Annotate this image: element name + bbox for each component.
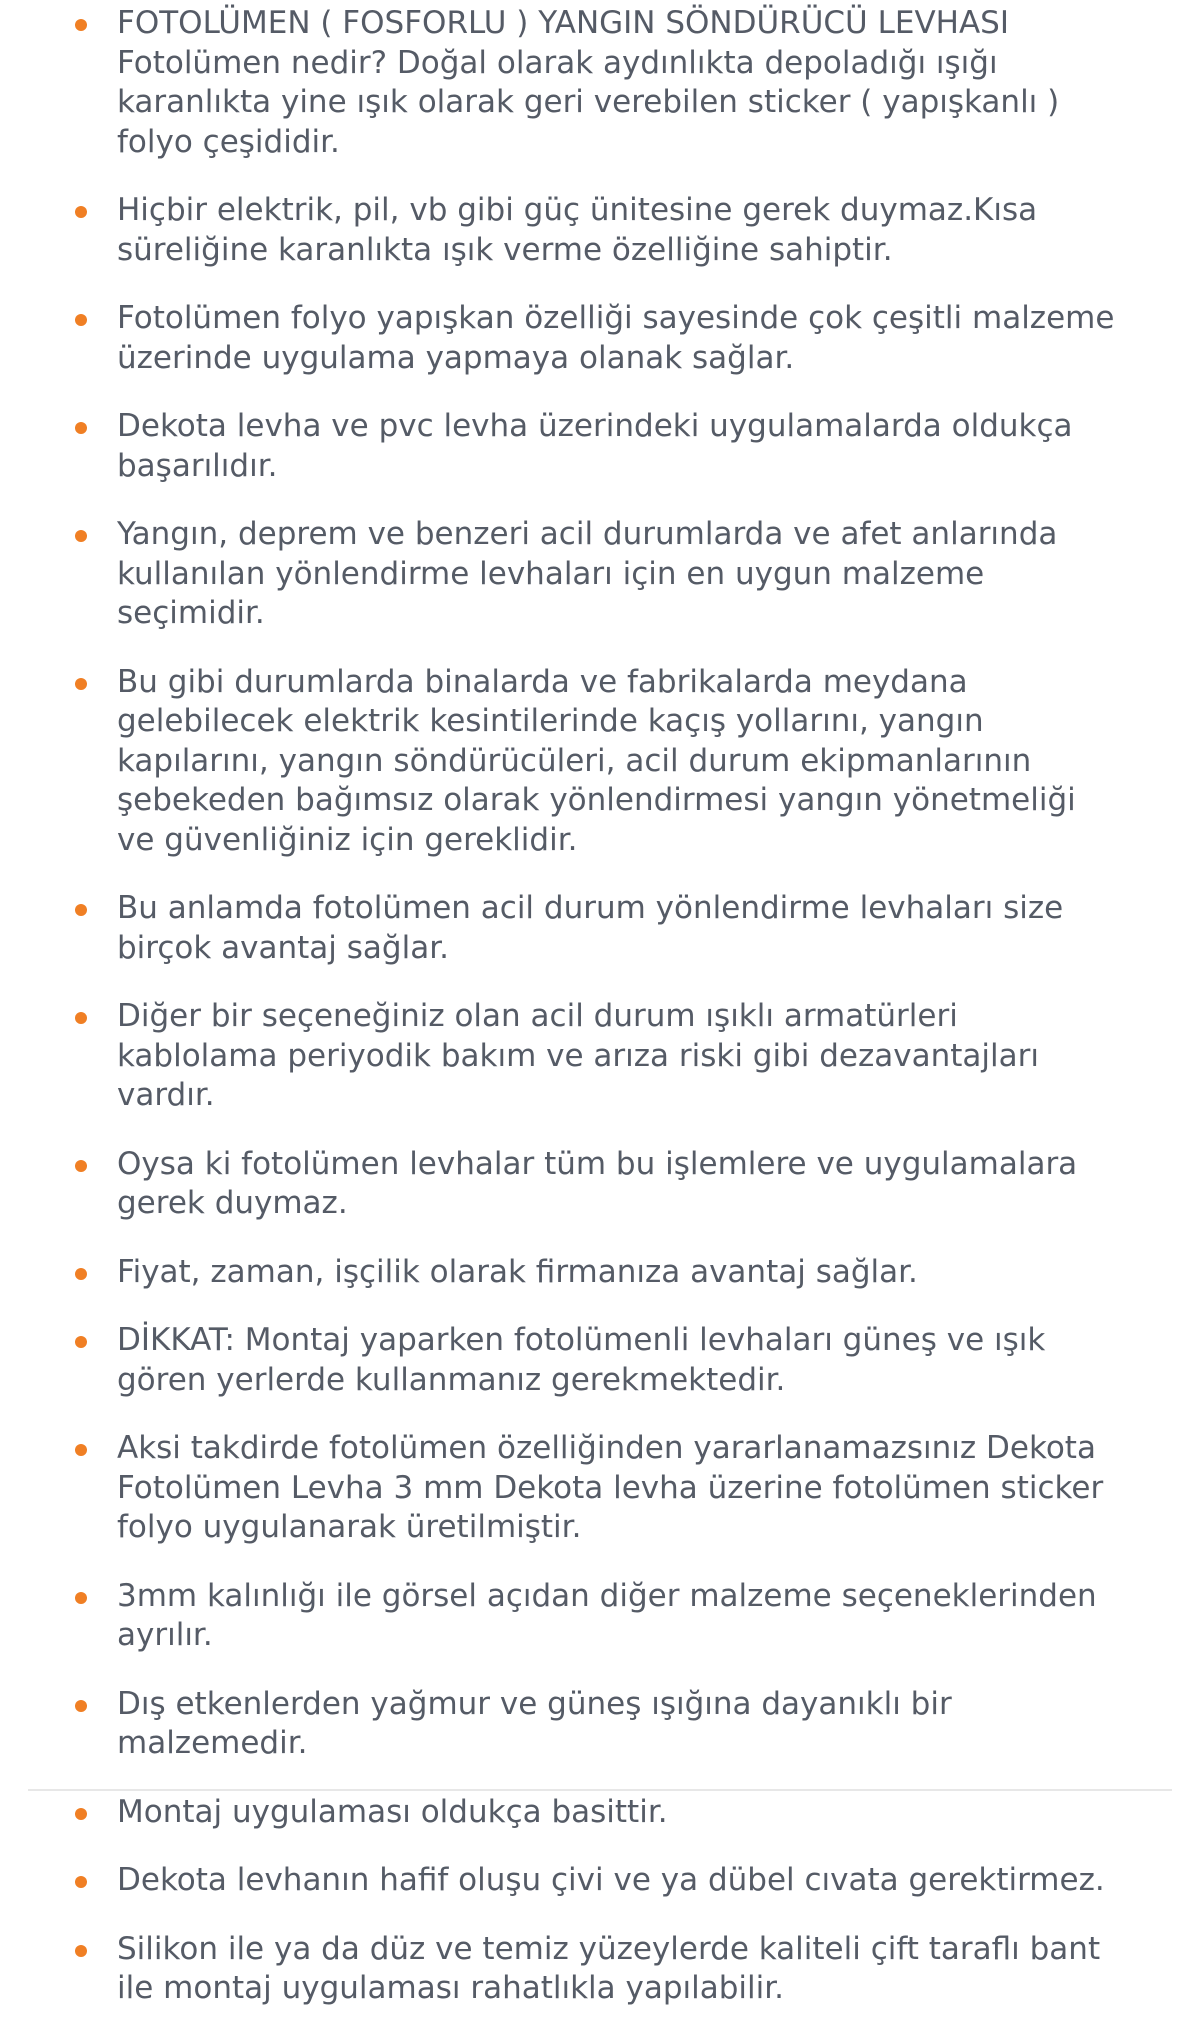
feature-item — [117, 663, 1117, 861]
feature-text: Aksi takdirde fotolümen özelliğinden yararlanamazsınız Dekota Fotolümen Levha 3 mm Dekota levha üzerine fotolümen sticker folyo uygulanarak üretilmiştir. — [117, 1430, 1104, 1545]
feature-item — [117, 407, 1117, 486]
feature-text: 3mm kalınlığı ile görsel açıdan diğer malzeme seçeneklerinden ayrılır. — [117, 1577, 1097, 1653]
feature-text: Fiyat, zaman, işçilik olarak firmanıza avantaj sağlar. — [117, 1253, 918, 1290]
bullet-dot-icon — [75, 678, 87, 690]
bullet-dot-icon — [75, 19, 87, 31]
feature-text: Oysa ki fotolümen levhalar tüm bu işlemlere ve uygulamalara gerek duymaz. — [117, 1145, 1078, 1221]
bullet-dot-icon — [75, 904, 87, 916]
bullet-dot-icon — [75, 206, 87, 218]
bullet-dot-icon — [75, 530, 87, 542]
bullet-dot-icon — [75, 314, 87, 326]
feature-item — [117, 1930, 1117, 2009]
feature-item — [117, 1145, 1117, 1224]
feature-text: Diğer bir seçeneğiniz olan acil durum ışıklı armatürleri kablolama periyodik bakım ve arıza riski gibi dezavantajları vardır. — [117, 998, 1039, 1113]
feature-item — [117, 1577, 1117, 1656]
feature-text: Bu gibi durumlarda binalarda ve fabrikalarda meydana gelebilecek elektrik kesintilerinde kaçış yollarını, yangın kapılarını, yangın söndürücüleri, acil durum ekipmanlarının şebekeden bağımsız olarak yönlendirmesi yangın yönetmeliği ve güvenliğiniz için gereklidir. — [117, 663, 1076, 858]
bullet-dot-icon — [75, 1876, 87, 1888]
feature-item — [117, 299, 1117, 378]
feature-text: Dış etkenlerden yağmur ve güneş ışığına dayanıklı bir malzemedir. — [117, 1685, 952, 1761]
bullet-dot-icon — [75, 1592, 87, 1604]
feature-item — [117, 997, 1117, 1116]
feature-text: Yangın, deprem ve benzeri acil durumlarda ve afet anlarında kullanılan yönlendirme levhaları için en uygun malzeme seçimidir. — [117, 516, 1058, 631]
feature-item — [117, 4, 1117, 162]
feature-item — [117, 889, 1117, 968]
feature-item — [117, 1321, 1117, 1400]
feature-item — [117, 1861, 1117, 1901]
feature-item — [117, 1793, 1117, 1833]
feature-text: Hiçbir elektrik, pil, vb gibi güç ünitesine gerek duymaz.Kısa süreliğine karanlıkta ışık verme özelliğine sahiptir. — [117, 192, 1038, 268]
feature-text: Dekota levha ve pvc levha üzerindeki uygulamalarda oldukça başarılıdır. — [117, 408, 1073, 484]
bullet-dot-icon — [75, 1700, 87, 1712]
bullet-dot-icon — [75, 1160, 87, 1172]
feature-list — [0, 4, 1200, 2009]
bullet-dot-icon — [75, 1808, 87, 1820]
feature-text: Silikon ile ya da düz ve temiz yüzeylerde kaliteli çift taraflı bant ile montaj uygulaması rahatlıkla yapılabilir. — [117, 1930, 1101, 2006]
feature-item — [117, 191, 1117, 270]
feature-text: Bu anlamda fotolümen acil durum yönlendirme levhaları size birçok avantaj sağlar. — [117, 890, 1064, 966]
bullet-dot-icon — [75, 1444, 87, 1456]
feature-text: Montaj uygulaması oldukça basittir. — [117, 1793, 668, 1830]
feature-text: DİKKAT: Montaj yaparken fotolümenli levhaları güneş ve ışık gören yerlerde kullanmanız gerekmektedir. — [117, 1322, 1046, 1398]
feature-item — [117, 1685, 1117, 1764]
feature-text: FOTOLÜMEN ( FOSFORLU ) YANGIN SÖNDÜRÜCÜ LEVHASI Fotolümen nedir? Doğal olarak aydınlıkta depoladığı ışığı karanlıkta yine ışık olarak geri verebilen sticker ( yapışkanlı ) folyo çeşididir. — [117, 5, 1060, 160]
feature-text: Dekota levhanın hafif oluşu çivi ve ya dübel cıvata gerektirmez. — [117, 1862, 1105, 1898]
bullet-dot-icon — [75, 1012, 87, 1024]
feature-item — [117, 1429, 1117, 1548]
bullet-dot-icon — [75, 422, 87, 434]
bullet-dot-icon — [75, 1336, 87, 1348]
bottom-divider — [28, 1789, 1172, 1791]
bullet-dot-icon — [75, 1268, 87, 1280]
feature-item — [117, 515, 1117, 634]
feature-text: Fotolümen folyo yapışkan özelliği sayesinde çok çeşitli malzeme üzerinde uygulama yapmaya olanak sağlar. — [117, 300, 1115, 376]
feature-item — [117, 1253, 1117, 1293]
bullet-dot-icon — [75, 1945, 87, 1957]
